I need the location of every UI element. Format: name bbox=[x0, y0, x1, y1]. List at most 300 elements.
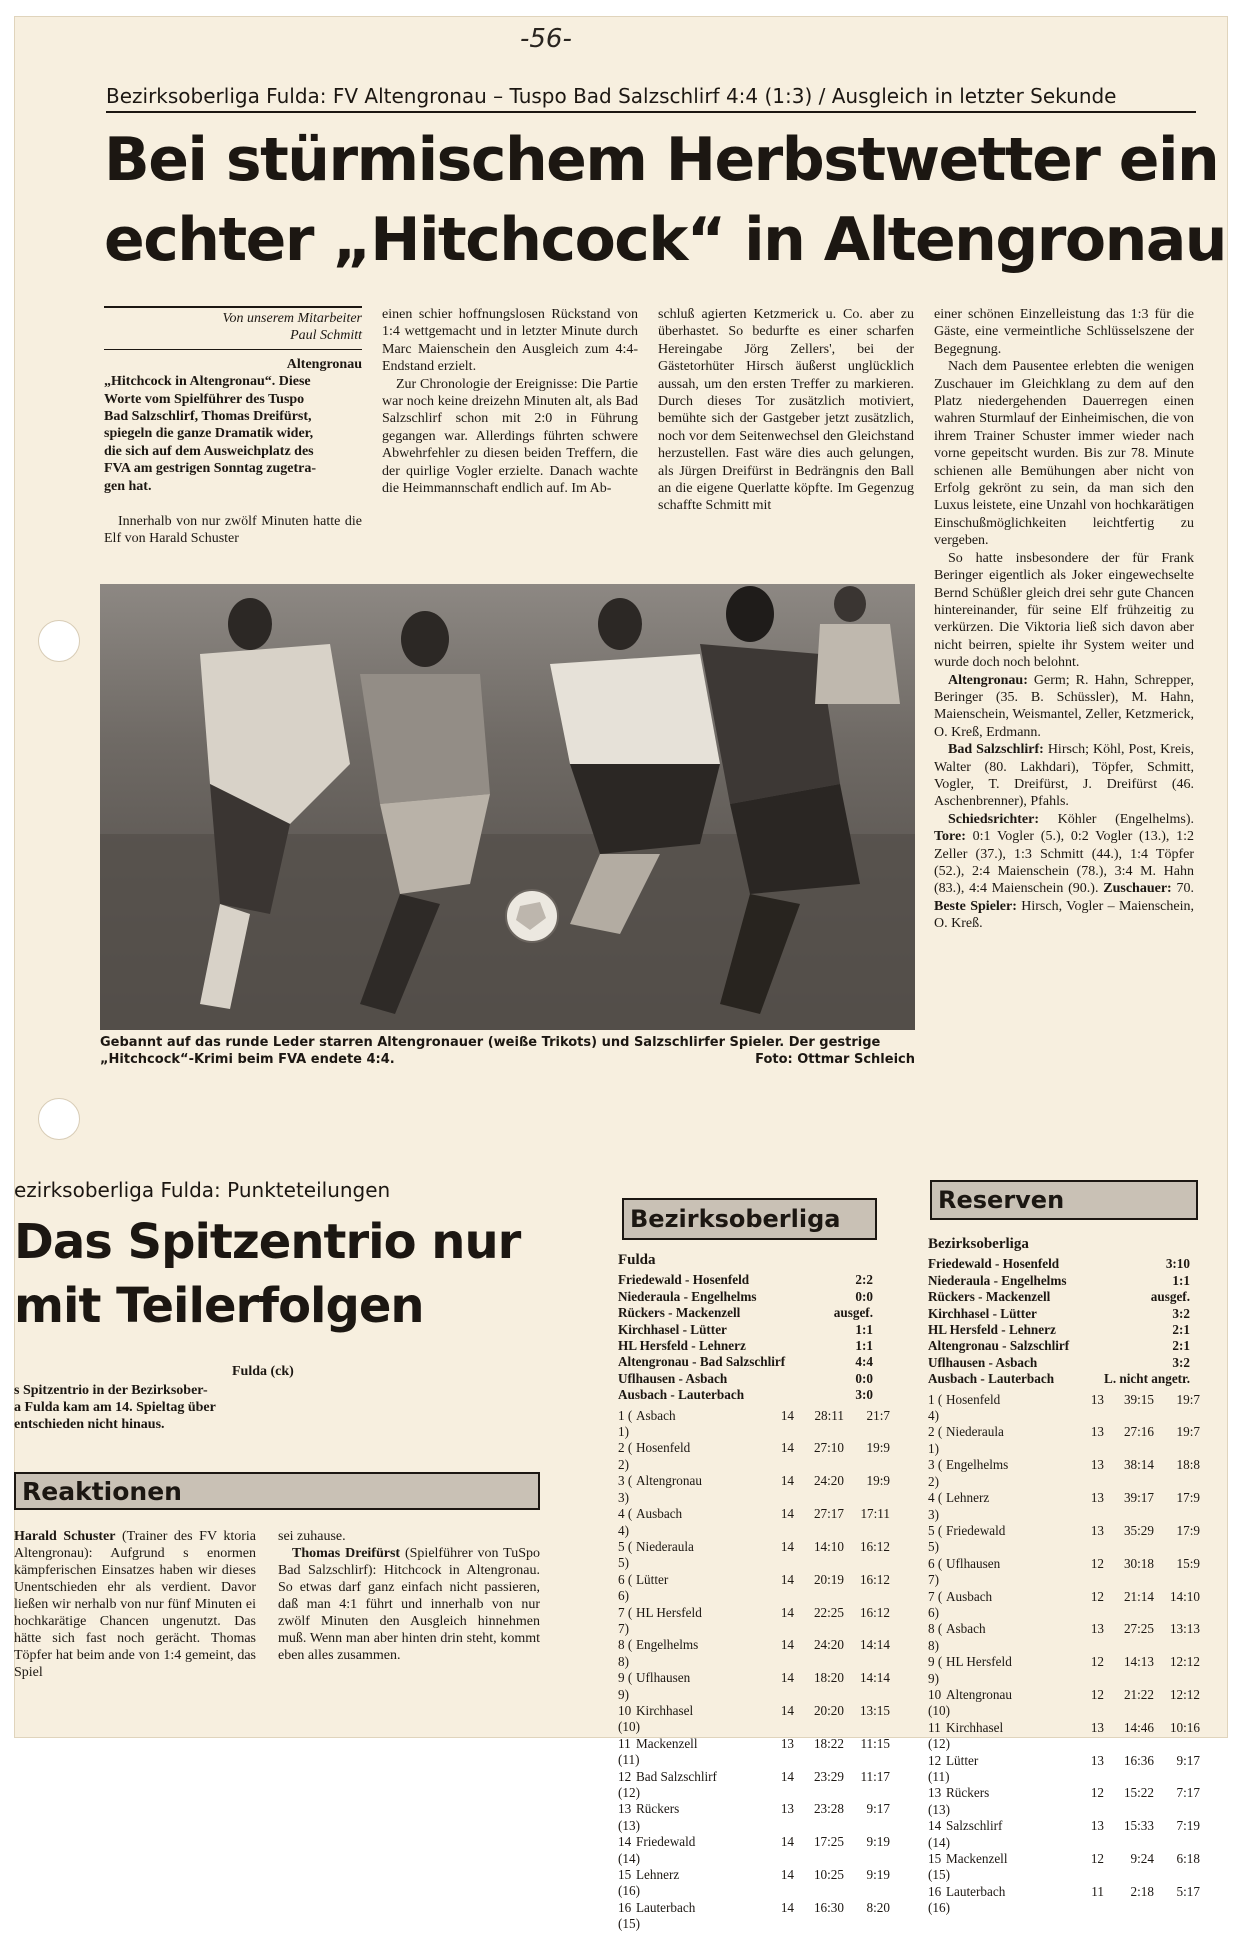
lead-line: entschieden nicht hinaus. bbox=[14, 1417, 165, 1432]
standings-team: Asbach bbox=[636, 1407, 676, 1423]
match-row bbox=[928, 1289, 1190, 1305]
facts-label: Tore: bbox=[934, 829, 966, 845]
match-score: 1:1 bbox=[1172, 1272, 1190, 1288]
standings-rank: 7 ( 6) bbox=[928, 1588, 943, 1620]
standings-points: 10:16 bbox=[1169, 1719, 1200, 1735]
article-column-3 bbox=[658, 306, 914, 515]
standings-goals: 21:22 bbox=[1123, 1686, 1154, 1702]
photo-illustration bbox=[100, 584, 915, 1030]
lineup-home bbox=[934, 672, 1194, 742]
standings-games: 14 bbox=[780, 1899, 794, 1915]
caption-line: „Hitchcock“-Krimi beim FVA endete 4:4. bbox=[100, 1052, 395, 1067]
match-score: L. nicht angetr. bbox=[1104, 1371, 1190, 1387]
standings-row bbox=[618, 1440, 890, 1473]
standings-rank: 6 ( 6) bbox=[618, 1571, 633, 1604]
standings-team: HL Hersfeld bbox=[636, 1604, 702, 1620]
photo-credit: Foto: Ottmar Schleich bbox=[755, 1052, 915, 1067]
standings-goals: 14:13 bbox=[1123, 1654, 1154, 1670]
standings-points: 8:20 bbox=[866, 1899, 890, 1915]
standings-goals: 14:10 bbox=[813, 1538, 844, 1554]
lead-line: Bad Salzschlirf, Thomas Dreifürst, bbox=[104, 409, 312, 425]
standings-rank: 7 ( 7) bbox=[618, 1604, 633, 1636]
standings-games: 13 bbox=[1090, 1621, 1104, 1637]
standings-rank: 13 (13) bbox=[618, 1801, 640, 1833]
standings-points: 17:11 bbox=[860, 1506, 890, 1522]
match-row bbox=[928, 1355, 1190, 1371]
standings-points: 9:19 bbox=[866, 1834, 890, 1850]
standings-row bbox=[928, 1588, 1200, 1622]
standings-points: 14:14 bbox=[859, 1637, 890, 1653]
match-score: 0:0 bbox=[855, 1288, 873, 1304]
standings-games: 12 bbox=[1090, 1588, 1104, 1604]
facts-text: Köhler (Engelhelms). bbox=[1057, 811, 1194, 827]
standings-rank: 1 ( 4) bbox=[928, 1391, 943, 1424]
standings-rank: 12 (12) bbox=[618, 1768, 640, 1800]
quote-text: (Trainer des FV ktoria Altengronau): Aufgrund s enormen kämpferischen Einsatzes haben wir dieses Unentschieden ehr als verdient. Davor ließen wir nerhalb von nur fünf Minuten ei hochkarätige Chancen ungenutzt. Das hätte sich fast noch gerächt. Thomas Töpfer hat beim ande von 1:4 gemeint, das Spiel bbox=[14, 1529, 257, 1680]
headline-line: Bei stürmischem Herbstwetter ein bbox=[104, 125, 1219, 195]
standings-points: 15:9 bbox=[1176, 1555, 1200, 1571]
standings-points: 17:9 bbox=[1176, 1490, 1200, 1506]
article-column-1 bbox=[104, 306, 362, 548]
standings-games: 13 bbox=[1090, 1752, 1104, 1768]
article-lead bbox=[104, 373, 362, 495]
standings-team: Mackenzell bbox=[946, 1851, 1008, 1867]
standings-team: Niederaula bbox=[946, 1424, 1004, 1440]
standings-goals: 10:25 bbox=[813, 1867, 844, 1883]
standings-games: 14 bbox=[780, 1473, 794, 1489]
standings-team: Uflhausen bbox=[636, 1670, 691, 1686]
match-row bbox=[618, 1272, 873, 1288]
match-pairing: Kirchhasel - Lütter bbox=[928, 1305, 1037, 1321]
standings-team: Mackenzell bbox=[636, 1735, 698, 1751]
standings-goals: 14:46 bbox=[1123, 1719, 1154, 1735]
standings-games: 11 bbox=[1091, 1883, 1104, 1899]
match-pairing: Ausbach - Lauterbach bbox=[928, 1371, 1055, 1387]
standings-goals: 27:25 bbox=[1123, 1621, 1154, 1637]
standings-row bbox=[618, 1571, 890, 1605]
standings-goals: 28:11 bbox=[814, 1407, 844, 1423]
standings-goals: 23:28 bbox=[813, 1801, 844, 1817]
standings-rank: 5 ( 5) bbox=[928, 1522, 943, 1555]
standings-rank: 8 ( 8) bbox=[618, 1637, 633, 1669]
standings-games: 12 bbox=[1090, 1785, 1104, 1801]
paragraph: schluß agierten Ketzmerick u. Co. aber zu überhastet. So bedurfte es einer scharfen Hereingabe Jörg Zellers', bei der Gästetorhüter Hirsch äußerst unglücklich aussah, um den ersten Treffer zu markieren. Durch dieses Tor zusätzlich motiviert, bemühte sich der Gastgeber jetzt zusätzlich, noch vor dem Seitenwechsel den Gleichstand herzustellen. Fast wäre dies auch gelungen, als Jürgen Dreifürst in Bedrängnis den Ball an die eigene Querlatte köpfte. Im Gegenzug schaffte Schmitt mit bbox=[658, 307, 914, 514]
standings-points: 16:12 bbox=[859, 1604, 890, 1620]
standings-goals: 39:17 bbox=[1123, 1490, 1154, 1506]
paragraph: So hatte insbesondere der für Frank Beringer eigentlich als Joker eingewechselte Bernd Schüßler gleich drei sehr gute Chancen hintereinander, für seine Elf frühzeitig zu verkürzen. Die Viktoria ließ sich davon aber nicht beirren, spielte ihr System weiter und wurde doch noch belohnt. bbox=[934, 550, 1194, 671]
standings-team: Lütter bbox=[636, 1571, 669, 1587]
standings-team: Niederaula bbox=[636, 1538, 694, 1554]
standings-goals: 23:29 bbox=[813, 1768, 844, 1784]
match-score: 2:1 bbox=[1172, 1322, 1190, 1338]
standings-goals: 2:18 bbox=[1130, 1883, 1154, 1899]
standings-row bbox=[618, 1407, 890, 1441]
lineup-label: Altengronau: bbox=[948, 672, 1028, 688]
standings-points: 12:12 bbox=[1169, 1686, 1200, 1702]
standings-rank: 14 (14) bbox=[928, 1818, 950, 1850]
standings-games: 12 bbox=[1090, 1555, 1104, 1571]
match-facts bbox=[934, 811, 1194, 933]
standings-goals: 39:15 bbox=[1123, 1391, 1154, 1407]
standings-rank: 11 (11) bbox=[618, 1735, 640, 1768]
facts-text: Hirsch, Vogler – Maienschein, O. Kreß. bbox=[934, 898, 1194, 932]
facts-label: Zuschauer: bbox=[1103, 881, 1172, 897]
match-row bbox=[928, 1322, 1190, 1338]
match-score: 4:4 bbox=[855, 1354, 873, 1370]
standings-games: 13 bbox=[1090, 1522, 1104, 1538]
standings-games: 14 bbox=[780, 1670, 794, 1686]
photo-caption bbox=[100, 1034, 915, 1068]
article-headline bbox=[14, 1210, 520, 1338]
standings-points: 16:12 bbox=[859, 1571, 890, 1587]
headline-line: mit Teilerfolgen bbox=[14, 1278, 424, 1334]
standings-row bbox=[618, 1670, 890, 1703]
match-score: 0:0 bbox=[855, 1370, 873, 1386]
punch-hole bbox=[38, 620, 80, 662]
standings-team: Rückers bbox=[946, 1785, 990, 1801]
standings-team: Hosenfeld bbox=[636, 1440, 691, 1456]
match-pairing: Altengronau - Salzschlirf bbox=[928, 1338, 1070, 1354]
standings-games: 14 bbox=[780, 1440, 794, 1456]
paragraph: einen schier hoffnungslosen Rückstand von 1:4 wettgemacht und in letzter Minute durch Marc Maienschein den Ausgleich zum 4:4-Endstand erzielt. bbox=[382, 307, 638, 375]
match-score: 1:1 bbox=[855, 1321, 873, 1337]
standings-points: 11:17 bbox=[860, 1768, 890, 1784]
standings-row bbox=[928, 1522, 1200, 1556]
standings-team: Salzschlirf bbox=[946, 1818, 1003, 1834]
standings-row bbox=[928, 1391, 1200, 1425]
standings-rank: 8 ( 8) bbox=[928, 1621, 943, 1653]
standings-rank: 15 (15) bbox=[928, 1851, 950, 1883]
facts-label: Beste Spieler: bbox=[934, 898, 1017, 914]
standings-team: Kirchhasel bbox=[636, 1702, 694, 1718]
lead-line: gen hat. bbox=[104, 478, 152, 494]
standings-row bbox=[928, 1654, 1200, 1687]
punch-hole bbox=[38, 1098, 80, 1140]
lead-line: die sich auf dem Ausweichplatz des bbox=[104, 443, 314, 459]
standings-goals: 24:20 bbox=[813, 1637, 844, 1653]
standings-games: 13 bbox=[1090, 1424, 1104, 1440]
standings-row bbox=[928, 1621, 1200, 1654]
standings-goals: 30:18 bbox=[1123, 1555, 1154, 1571]
standings-points: 9:17 bbox=[1176, 1752, 1200, 1768]
match-pairing: Rückers - Mackenzell bbox=[928, 1289, 1051, 1305]
byline-author: Paul Schmitt bbox=[104, 327, 362, 349]
match-pairing: Uflhausen - Asbach bbox=[928, 1354, 1038, 1370]
match-pairing: Uflhausen - Asbach bbox=[618, 1370, 728, 1386]
standings-goals: 9:24 bbox=[1130, 1851, 1154, 1867]
standings-points: 19:7 bbox=[1176, 1424, 1200, 1440]
table-label-reserven: Reserven bbox=[930, 1180, 1198, 1220]
league-name: Bezirksoberliga bbox=[928, 1236, 1029, 1252]
paragraph: Zur Chronologie der Ereignisse: Die Partie war noch keine dreizehn Minuten alt, als Bad Salzschlirf schon mit 2:0 in Führung gegangen war. Allerdings führten schwere Abwehrfehler zu diesen beiden Treffern, die der quirlige Vogler erzielte. Danach wachte die Heimmannschaft endlich auf. Im Ab- bbox=[382, 376, 638, 497]
standings bbox=[928, 1391, 1200, 1917]
article-lead bbox=[14, 1382, 254, 1433]
standings-goals: 18:22 bbox=[813, 1735, 844, 1751]
standings-row bbox=[928, 1686, 1200, 1720]
standings-points: 9:17 bbox=[866, 1801, 890, 1817]
caption-row bbox=[100, 1051, 915, 1068]
standings-points: 18:8 bbox=[1176, 1457, 1200, 1473]
lead-line: s Spitzentrio in der Bezirksober- bbox=[14, 1383, 208, 1398]
standings-points: 14:10 bbox=[1169, 1588, 1200, 1604]
standings-row bbox=[618, 1473, 890, 1506]
match-results bbox=[618, 1272, 873, 1403]
standings-goals: 24:20 bbox=[813, 1473, 844, 1489]
standings-team: Kirchhasel bbox=[946, 1719, 1004, 1735]
standings-rank: 3 ( 2) bbox=[928, 1457, 943, 1489]
standings-points: 14:14 bbox=[859, 1670, 890, 1686]
article-headline bbox=[104, 120, 1227, 280]
speaker-name: Thomas Dreifürst bbox=[292, 1546, 401, 1561]
standings-games: 14 bbox=[780, 1768, 794, 1784]
match-score: 2:1 bbox=[1172, 1338, 1190, 1354]
standings-games: 13 bbox=[1090, 1490, 1104, 1506]
paragraph: Innerhalb von nur zwölf Minuten hatte die Elf von Harald Schuster bbox=[104, 514, 362, 547]
reactions-column-1 bbox=[14, 1528, 256, 1681]
reaktionen-label: Reaktionen bbox=[14, 1472, 540, 1510]
standings-points: 19:9 bbox=[866, 1440, 890, 1456]
facts-text: 0:1 Vogler (5.), 0:2 Vogler (13.), 1:2 Zeller (37.), 1:3 Schmitt (44.), 1:4 Töpfer (52.), 2:4 Maienschein (78.), 3:4 M. Hahn (83.), 4:4 Maienschein (90.). bbox=[934, 829, 1194, 897]
standings-row bbox=[618, 1867, 890, 1900]
standings-goals: 22:25 bbox=[813, 1604, 844, 1620]
standings-points: 17:9 bbox=[1176, 1522, 1200, 1538]
match-pairing: Ausbach - Lauterbach bbox=[618, 1387, 745, 1403]
match-score: ausgef. bbox=[833, 1305, 873, 1321]
standings-games: 13 bbox=[780, 1801, 794, 1817]
lead-line: „Hitchcock in Altengronau“. Diese bbox=[104, 374, 311, 390]
standings-goals: 38:14 bbox=[1123, 1457, 1154, 1473]
match-row bbox=[618, 1305, 873, 1321]
standings-rank: 4 ( 4) bbox=[618, 1506, 633, 1538]
match-row bbox=[928, 1273, 1190, 1289]
standings-team: Altengronau bbox=[636, 1473, 702, 1489]
reactions-column-2 bbox=[278, 1528, 540, 1664]
standings-rank: 16 (15) bbox=[618, 1899, 640, 1932]
paragraph bbox=[14, 1528, 256, 1681]
standings-row bbox=[618, 1899, 890, 1933]
lineup-text: Hirsch; Köhl, Post, Kreis, Walter (80. Lakhdari), Töpfer, Schmitt, Vogler, T. Dreifürst, J. Dreifürst (46. Aschenbrenner), Pfahls. bbox=[934, 742, 1195, 810]
standings-rank: 2 ( 1) bbox=[928, 1424, 943, 1456]
standings-games: 12 bbox=[1090, 1686, 1104, 1702]
standings-team: Ausbach bbox=[946, 1588, 993, 1604]
match-photo bbox=[100, 584, 915, 1030]
standings-points: 11:15 bbox=[860, 1735, 890, 1751]
match-row bbox=[928, 1306, 1190, 1322]
paragraph: Nach dem Pausentee erlebten die wenigen Zuschauer im Gleichklang zu dem auf den Platz niedergehenden Dauerregen einen wahren Sturmlauf der Einheimischen, die von ihrem Trainer Schuster immer wieder nach vorne gepeitscht wurden. Bis zur 78. Minute schienen alle Bemühungen aber nicht von Erfolg gekrönt zu sein, da man sich den Luxus leistete, eine Unzahl von hochkarätigen Einschußmöglichkeiten leichtfertig zu vergeben. bbox=[934, 359, 1194, 549]
standings-row bbox=[618, 1702, 890, 1736]
standings-team: Lauterbach bbox=[636, 1899, 696, 1915]
standings-rank: 10 (10) bbox=[928, 1686, 950, 1719]
standings-games: 13 bbox=[1090, 1719, 1104, 1735]
standings-row bbox=[618, 1506, 890, 1539]
article-kicker: ezirksoberliga Fulda: Punkteteilungen bbox=[14, 1178, 391, 1202]
match-score: ausgef. bbox=[1150, 1289, 1190, 1305]
standings-goals: 35:29 bbox=[1123, 1522, 1154, 1538]
standings-goals: 20:20 bbox=[813, 1702, 844, 1718]
standings-games: 14 bbox=[780, 1538, 794, 1554]
match-row bbox=[618, 1289, 873, 1305]
dateline: Altengronau bbox=[286, 356, 362, 372]
standings-row bbox=[928, 1457, 1200, 1490]
standings-games: 13 bbox=[1090, 1457, 1104, 1473]
standings-rank: 5 ( 5) bbox=[618, 1538, 633, 1571]
article-column-2 bbox=[382, 306, 638, 497]
standings-row bbox=[618, 1735, 890, 1769]
standings-team: Hosenfeld bbox=[946, 1391, 1001, 1407]
standings-rank: 1 ( 1) bbox=[618, 1407, 633, 1440]
standings-points: 5:17 bbox=[1176, 1883, 1200, 1899]
standings-team: Friedewald bbox=[636, 1834, 696, 1850]
standings-row bbox=[618, 1604, 890, 1638]
lineup-text: Germ; R. Hahn, Schrepper, Beringer (35. B. Schüssler), M. Hahn, Maienschein, Weismantel, Zeller, Ketzmerick, O. Kreß, Erdmann. bbox=[934, 672, 1195, 740]
table-label-bezirksoberliga: Bezirksoberliga bbox=[622, 1198, 877, 1240]
article-column-4 bbox=[934, 306, 1194, 933]
match-row bbox=[928, 1256, 1190, 1272]
standings-rank: 12 (11) bbox=[928, 1752, 950, 1784]
match-row bbox=[928, 1371, 1190, 1387]
match-score: 3:2 bbox=[1172, 1305, 1190, 1321]
standings-row bbox=[618, 1637, 890, 1670]
lead-line: a Fulda kam am 14. Spieltag über bbox=[14, 1400, 216, 1415]
standings-row bbox=[928, 1851, 1200, 1884]
standings-row bbox=[928, 1883, 1200, 1917]
match-row bbox=[618, 1387, 873, 1403]
match-pairing: Friedewald - Hosenfeld bbox=[618, 1272, 750, 1288]
standings-team: Lauterbach bbox=[946, 1883, 1006, 1899]
match-row bbox=[928, 1338, 1190, 1354]
standings-team: Engelhelms bbox=[946, 1457, 1009, 1473]
standings-games: 14 bbox=[780, 1637, 794, 1653]
match-pairing: Friedewald - Hosenfeld bbox=[928, 1256, 1060, 1272]
standings-games: 13 bbox=[780, 1735, 794, 1751]
standings-row bbox=[928, 1490, 1200, 1523]
standings-rank: 9 ( 9) bbox=[928, 1654, 943, 1686]
standings-points: 21:7 bbox=[866, 1407, 890, 1423]
standings-team: Altengronau bbox=[946, 1686, 1012, 1702]
standings-goals: 27:16 bbox=[1123, 1424, 1154, 1440]
standings-row bbox=[618, 1834, 890, 1867]
standings-team: Rückers bbox=[636, 1801, 680, 1817]
standings-points: 13:15 bbox=[859, 1702, 890, 1718]
standings-team: Asbach bbox=[946, 1621, 986, 1637]
paragraph bbox=[278, 1545, 540, 1664]
league-name: Fulda bbox=[618, 1252, 656, 1268]
standings-games: 14 bbox=[780, 1867, 794, 1883]
match-row bbox=[618, 1354, 873, 1370]
lineup-away bbox=[934, 741, 1194, 811]
standings-goals: 18:20 bbox=[813, 1670, 844, 1686]
article-kicker: Bezirksoberliga Fulda: FV Altengronau – Tuspo Bad Salzschlirf 4:4 (1:3) / Ausgleich in letzter Sekunde bbox=[106, 84, 1196, 113]
standings-goals: 16:36 bbox=[1123, 1752, 1154, 1768]
standings bbox=[618, 1407, 890, 1933]
standings-rank: 6 ( 7) bbox=[928, 1555, 943, 1588]
standings-rank: 15 (16) bbox=[618, 1867, 640, 1899]
standings-goals: 15:22 bbox=[1123, 1785, 1154, 1801]
standings-rank: 10 (10) bbox=[618, 1702, 640, 1735]
standings-team: Lehnerz bbox=[946, 1490, 990, 1506]
speaker-name: Harald Schuster bbox=[14, 1529, 116, 1544]
standings-team: Uflhausen bbox=[946, 1555, 1001, 1571]
standings-goals: 17:25 bbox=[813, 1834, 844, 1850]
standings-points: 9:19 bbox=[866, 1867, 890, 1883]
match-pairing: Altengronau - Bad Salzschlirf bbox=[618, 1354, 786, 1370]
standings-rank: 4 ( 3) bbox=[928, 1490, 943, 1522]
match-row bbox=[618, 1371, 873, 1387]
standings-goals: 16:30 bbox=[813, 1899, 844, 1915]
paragraph: einer schönen Einzelleistung das 1:3 für die Gäste, eine vermeintliche Schlüsselszene der Begegnung. bbox=[934, 307, 1194, 357]
facts-text: 70. bbox=[1176, 881, 1194, 897]
standings-games: 14 bbox=[780, 1506, 794, 1522]
lead-line: Worte vom Spielführer des Tuspo bbox=[104, 391, 305, 407]
paragraph: sei zuhause. bbox=[278, 1529, 346, 1544]
standings-rank: 9 ( 9) bbox=[618, 1670, 633, 1702]
match-row bbox=[618, 1322, 873, 1338]
standings-games: 14 bbox=[780, 1702, 794, 1718]
standings-team: Engelhelms bbox=[636, 1637, 699, 1653]
standings-row bbox=[618, 1768, 890, 1802]
standings-row bbox=[928, 1555, 1200, 1589]
standings-row bbox=[928, 1752, 1200, 1786]
match-score: 3:0 bbox=[855, 1387, 873, 1403]
match-results bbox=[928, 1256, 1190, 1387]
standings-team: HL Hersfeld bbox=[946, 1654, 1012, 1670]
standings-games: 14 bbox=[780, 1571, 794, 1587]
results-table bbox=[928, 1236, 1200, 1917]
standings-games: 12 bbox=[1090, 1654, 1104, 1670]
match-score: 3:10 bbox=[1165, 1256, 1190, 1272]
standings-row bbox=[928, 1785, 1200, 1818]
standings-row bbox=[928, 1719, 1200, 1753]
standings-goals: 20:19 bbox=[813, 1571, 844, 1587]
standings-points: 6:18 bbox=[1176, 1851, 1200, 1867]
standings-row bbox=[618, 1801, 890, 1834]
standings-games: 13 bbox=[1090, 1818, 1104, 1834]
standings-games: 14 bbox=[780, 1834, 794, 1850]
standings-goals: 27:17 bbox=[813, 1506, 844, 1522]
match-pairing: Niederaula - Engelhelms bbox=[928, 1272, 1067, 1288]
quote-text: (Spielführer von TuSpo Bad Salzschlirf): Hitchcock in Altengronau. So etwas darf ganz einfach nicht passieren, daß man 4:1 führt und innerhalb von nur zwölf Minuten den Ausgleich hinnehmen muß. Wenn man aber hinten drin steht, kommt eben alles zusammen. bbox=[278, 1546, 541, 1663]
match-pairing: Kirchhasel - Lütter bbox=[618, 1321, 727, 1337]
standings-goals: 21:14 bbox=[1123, 1588, 1154, 1604]
standings-team: Ausbach bbox=[636, 1506, 683, 1522]
standings-rank: 16 (16) bbox=[928, 1883, 950, 1916]
standings-rank: 14 (14) bbox=[618, 1834, 640, 1866]
dateline: Fulda (ck) bbox=[232, 1364, 294, 1379]
standings-games: 14 bbox=[780, 1604, 794, 1620]
standings-rank: 2 ( 2) bbox=[618, 1440, 633, 1472]
standings-points: 16:12 bbox=[859, 1538, 890, 1554]
page-number: -56- bbox=[520, 24, 572, 54]
match-score: 1:1 bbox=[855, 1338, 873, 1354]
standings-row bbox=[928, 1424, 1200, 1457]
standings-goals: 15:33 bbox=[1123, 1818, 1154, 1834]
match-score: 2:2 bbox=[855, 1272, 873, 1288]
results-table bbox=[618, 1252, 890, 1933]
standings-team: Lehnerz bbox=[636, 1867, 680, 1883]
lead-line: spiegeln die ganze Dramatik wider, bbox=[104, 426, 314, 442]
standings-games: 12 bbox=[1090, 1851, 1104, 1867]
standings-team: Lütter bbox=[946, 1752, 979, 1768]
standings-rank: 13 (13) bbox=[928, 1785, 950, 1817]
standings-goals: 27:10 bbox=[813, 1440, 844, 1456]
standings-row bbox=[928, 1818, 1200, 1851]
match-pairing: HL Hersfeld - Lehnerz bbox=[928, 1322, 1056, 1338]
standings-points: 12:12 bbox=[1169, 1654, 1200, 1670]
standings-games: 14 bbox=[780, 1407, 794, 1423]
match-score: 3:2 bbox=[1172, 1354, 1190, 1370]
match-pairing: HL Hersfeld - Lehnerz bbox=[618, 1338, 746, 1354]
standings-points: 19:9 bbox=[866, 1473, 890, 1489]
